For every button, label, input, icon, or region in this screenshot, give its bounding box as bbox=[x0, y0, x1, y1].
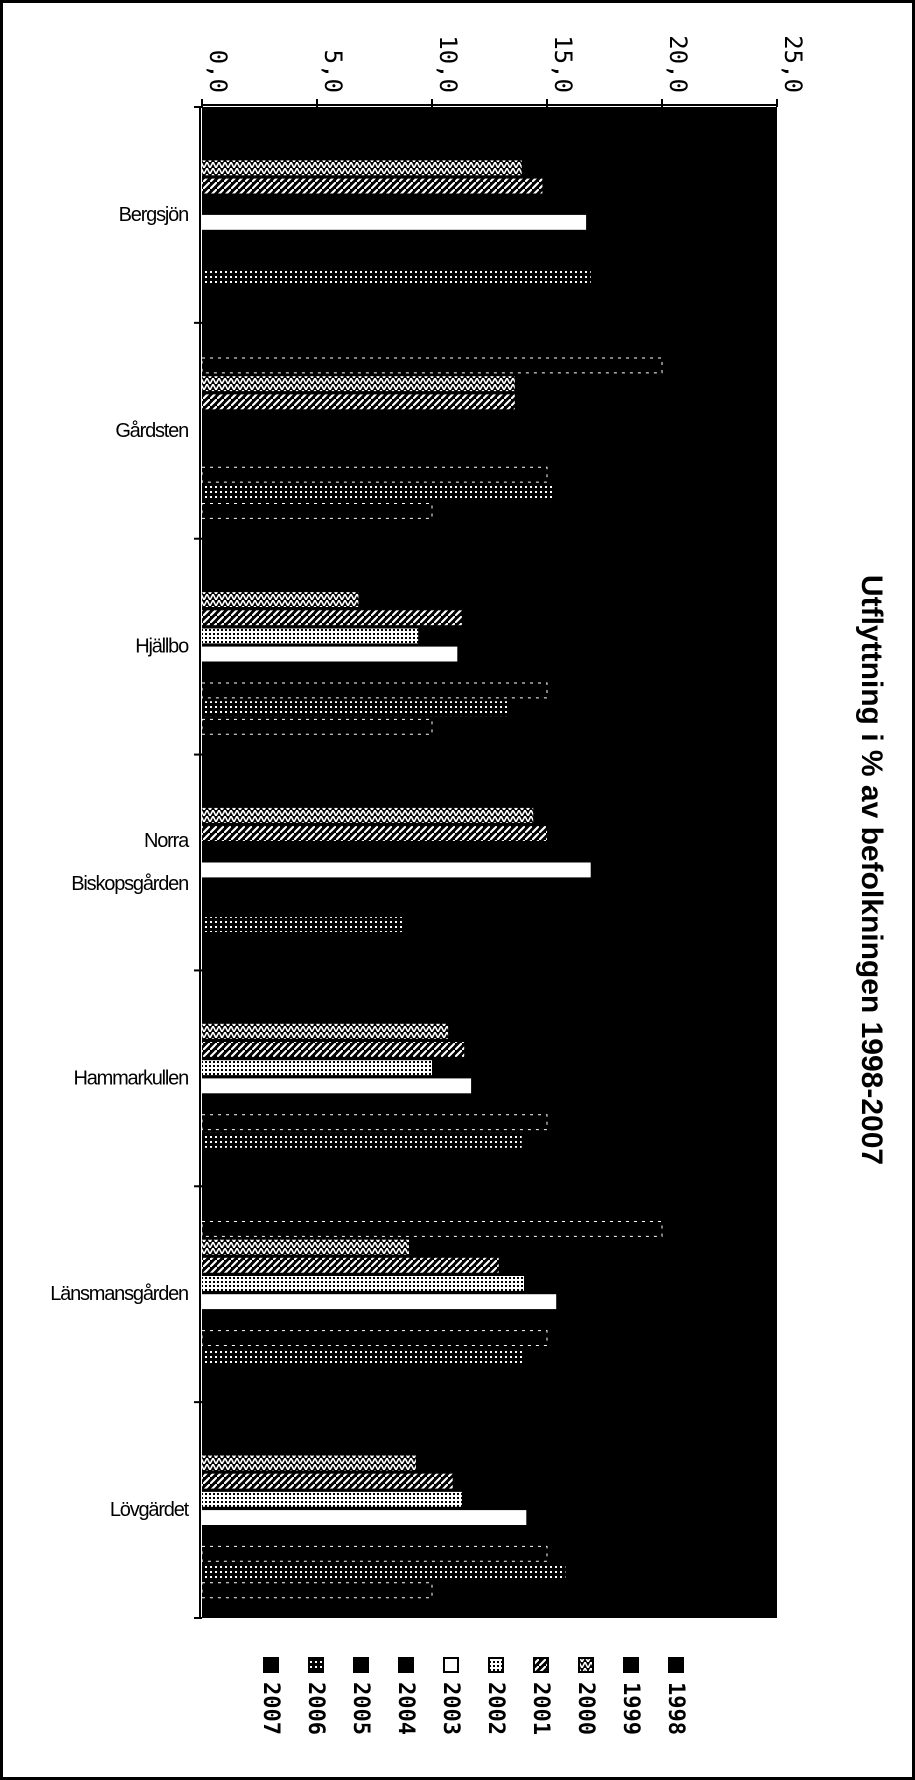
legend-label-group bbox=[348, 1682, 373, 1735]
legend-label-group bbox=[663, 1682, 688, 1735]
bar-2001-5 bbox=[202, 1042, 464, 1057]
bar-2007-3 bbox=[202, 719, 432, 734]
value-tick bbox=[549, 35, 577, 93]
bar-2000-1 bbox=[202, 160, 522, 175]
bar-2001-6 bbox=[202, 1258, 499, 1273]
bar-2001-2 bbox=[202, 394, 515, 409]
bar-2002-3 bbox=[202, 629, 418, 644]
legend-label-group bbox=[393, 1682, 418, 1735]
legend-label: 2000 bbox=[573, 1682, 598, 1735]
category-label: Norra bbox=[143, 830, 188, 852]
legend-label: 2006 bbox=[303, 1682, 328, 1735]
plot-area bbox=[202, 107, 777, 1618]
bar-2005-3 bbox=[202, 683, 547, 698]
value-axis bbox=[202, 35, 807, 107]
bar-2003-5 bbox=[202, 1078, 471, 1093]
bar-2006-4 bbox=[202, 917, 404, 932]
legend-label: 2004 bbox=[393, 1682, 418, 1735]
legend-swatch bbox=[444, 1658, 458, 1672]
bar-2002-6 bbox=[202, 1276, 524, 1291]
category-axis bbox=[50, 107, 202, 1618]
legend-swatch bbox=[624, 1658, 638, 1672]
bar-2003-6 bbox=[202, 1294, 556, 1309]
legend-item-2001 bbox=[528, 1658, 553, 1735]
value-tick-label: 10,0 bbox=[434, 35, 462, 93]
bar-2003-4 bbox=[202, 863, 591, 878]
category-label: Biskopsgården bbox=[71, 873, 188, 895]
bar-2000-7 bbox=[202, 1456, 416, 1471]
bar-2006-2 bbox=[202, 485, 554, 500]
legend-label: 2007 bbox=[258, 1682, 283, 1735]
legend-item-2003 bbox=[438, 1658, 463, 1735]
value-tick-label: 15,0 bbox=[549, 35, 577, 93]
legend-label: 1998 bbox=[663, 1682, 688, 1735]
bar-1999-6 bbox=[202, 1222, 662, 1237]
legend-label-group bbox=[438, 1682, 463, 1735]
legend-swatch bbox=[354, 1658, 368, 1672]
category-label: Hjällbo bbox=[135, 635, 188, 658]
legend-swatch bbox=[399, 1658, 413, 1672]
bar-2001-7 bbox=[202, 1474, 453, 1489]
bar-1999-2 bbox=[202, 358, 662, 373]
bar-2003-1 bbox=[202, 215, 586, 230]
legend-swatch bbox=[264, 1658, 278, 1672]
bar-2005-5 bbox=[202, 1115, 547, 1130]
legend-item-2005 bbox=[348, 1658, 373, 1735]
bar-2003-3 bbox=[202, 647, 457, 662]
legend-item-2006 bbox=[303, 1658, 328, 1735]
bar-2001-4 bbox=[202, 826, 547, 841]
legend-label-group bbox=[303, 1682, 328, 1735]
bar-2002-7 bbox=[202, 1492, 462, 1507]
legend-label: 2002 bbox=[483, 1682, 508, 1735]
legend-item-2007 bbox=[258, 1658, 283, 1735]
legend-label: 2001 bbox=[528, 1682, 553, 1735]
bar-2006-3 bbox=[202, 701, 508, 716]
bar-2001-1 bbox=[202, 179, 542, 194]
value-tick-label: 5,0 bbox=[319, 49, 347, 93]
category-label: Hammarkullen bbox=[73, 1067, 188, 1090]
bar-2000-6 bbox=[202, 1240, 409, 1255]
bar-2007-7 bbox=[202, 1583, 432, 1598]
bar-2000-2 bbox=[202, 376, 515, 391]
legend-item-1999 bbox=[618, 1658, 643, 1735]
legend-item-2002 bbox=[483, 1658, 508, 1735]
legend-label: 1999 bbox=[618, 1682, 643, 1735]
bar-2002-5 bbox=[202, 1060, 432, 1075]
bar-2000-3 bbox=[202, 592, 358, 607]
legend-swatch bbox=[669, 1658, 683, 1672]
bar-2005-2 bbox=[202, 467, 547, 482]
category-label: Länsmansgården bbox=[50, 1283, 188, 1306]
legend-label-group bbox=[483, 1682, 508, 1735]
bar-2003-7 bbox=[202, 1510, 526, 1525]
legend-item-2004 bbox=[393, 1658, 418, 1735]
bar-2006-5 bbox=[202, 1133, 522, 1148]
legend-label-group bbox=[258, 1682, 283, 1735]
value-tick bbox=[204, 50, 232, 93]
legend-label: 2003 bbox=[438, 1682, 463, 1735]
category-label: Lövgärdet bbox=[109, 1499, 188, 1522]
legend-swatch bbox=[534, 1658, 548, 1672]
bar-2007-2 bbox=[202, 504, 432, 519]
value-tick-label: 20,0 bbox=[664, 35, 692, 93]
bar-2006-6 bbox=[202, 1349, 524, 1364]
value-tick bbox=[779, 35, 807, 93]
legend-label-group bbox=[573, 1682, 598, 1735]
value-tick bbox=[434, 35, 462, 93]
legend-label-group bbox=[528, 1682, 553, 1735]
legend-swatch bbox=[309, 1658, 323, 1672]
value-tick bbox=[664, 35, 692, 93]
category-label: Gårdsten bbox=[115, 419, 188, 442]
value-tick-label: 0,0 bbox=[204, 49, 232, 93]
bar-2005-7 bbox=[202, 1546, 547, 1561]
bar-2001-3 bbox=[202, 610, 462, 625]
bar-2005-6 bbox=[202, 1331, 547, 1346]
category-label: Bergsjön bbox=[118, 203, 188, 226]
chart-title bbox=[855, 575, 888, 1165]
legend bbox=[258, 1658, 688, 1735]
bar-2000-5 bbox=[202, 1024, 448, 1039]
chart-title-text: Utflyttning i % av befolkningen 1998-2007 bbox=[855, 574, 888, 1166]
legend-label: 2005 bbox=[348, 1682, 373, 1735]
legend-label-group bbox=[618, 1682, 643, 1735]
bar-2006-7 bbox=[202, 1565, 565, 1580]
legend-item-1998 bbox=[663, 1658, 688, 1735]
legend-swatch bbox=[579, 1658, 593, 1672]
legend-swatch bbox=[489, 1658, 503, 1672]
legend-item-2000 bbox=[573, 1658, 598, 1735]
bar-2000-4 bbox=[202, 808, 533, 823]
value-tick bbox=[319, 50, 347, 93]
value-tick-label: 25,0 bbox=[779, 35, 807, 93]
bar-2006-1 bbox=[202, 270, 591, 285]
